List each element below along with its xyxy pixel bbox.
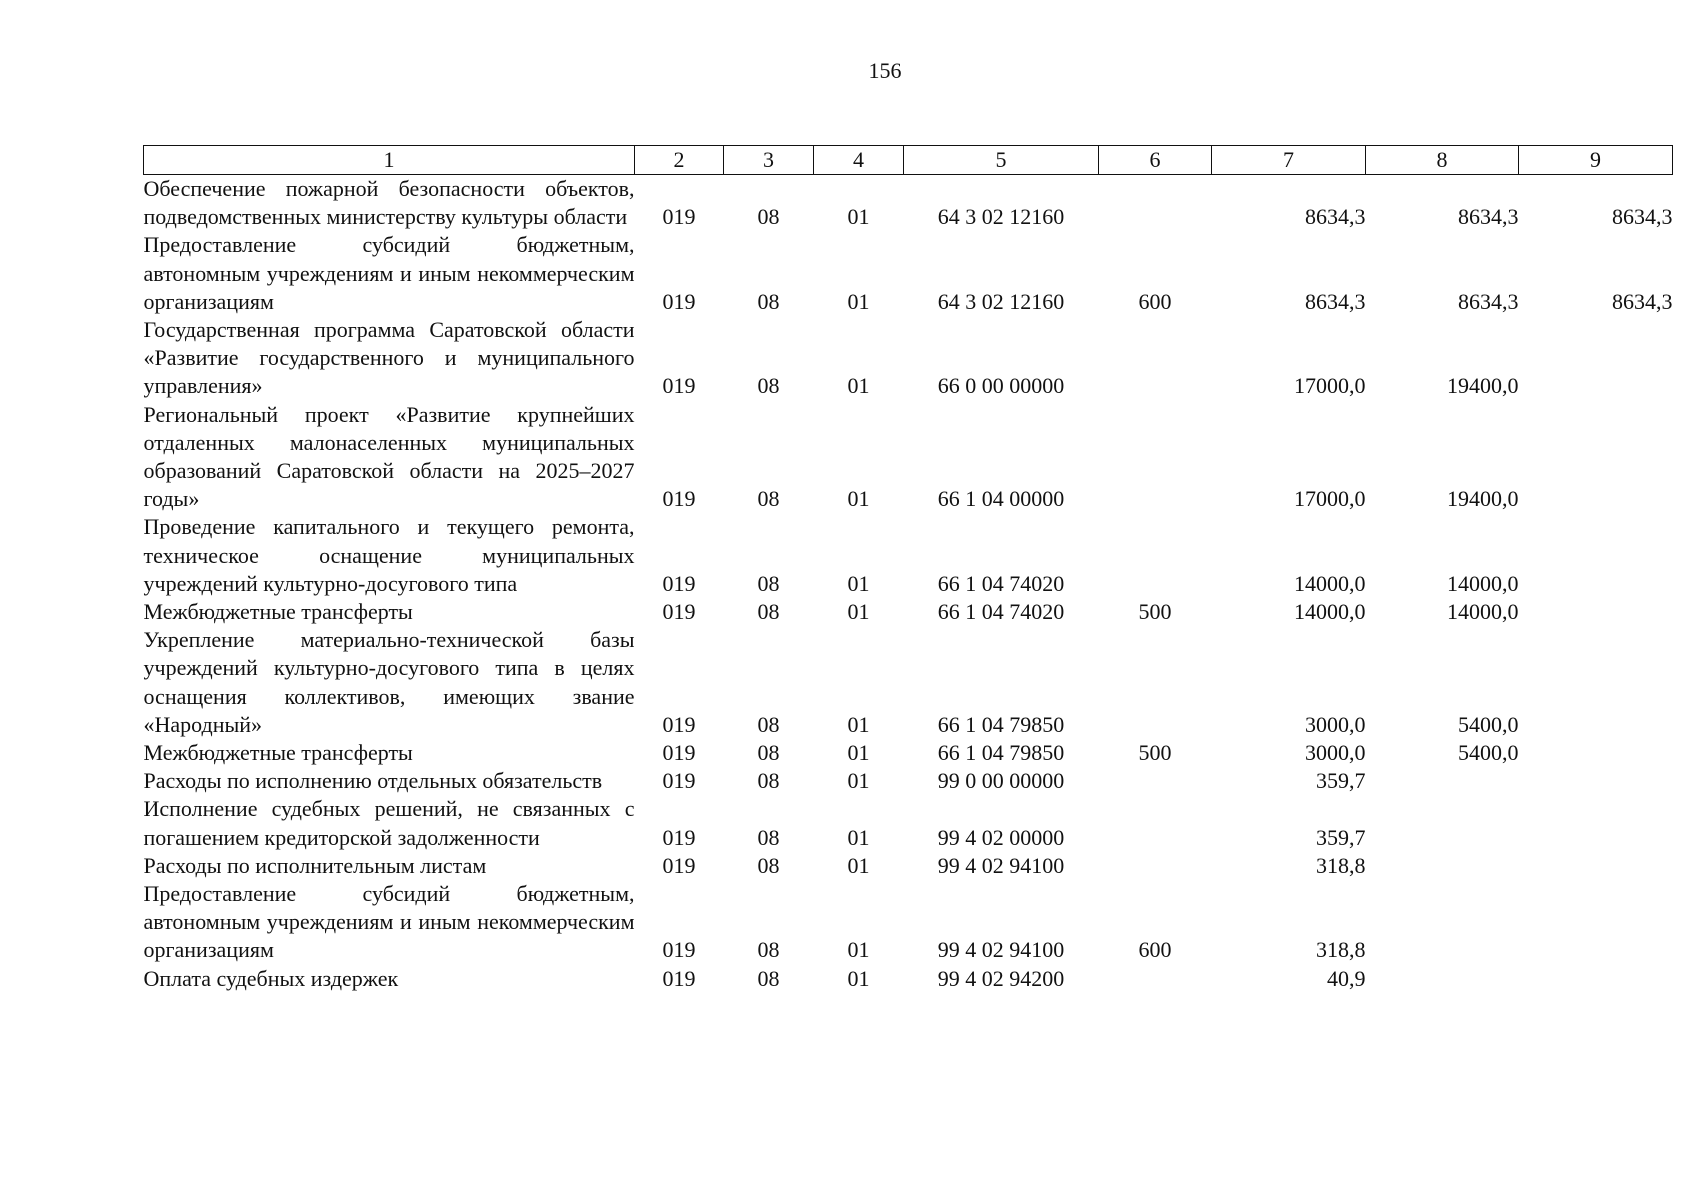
section-code: 08: [757, 740, 780, 766]
table-row: [144, 598, 1673, 626]
amount-col-9: 8634,3: [1612, 204, 1673, 230]
subsection-code: 01: [847, 711, 870, 737]
expense-type: [1099, 175, 1212, 232]
ministry-code: 019: [662, 599, 696, 625]
subsection-code: 01: [847, 824, 870, 850]
ministry-code: 019: [662, 204, 696, 230]
expense-type: [1099, 852, 1212, 880]
table-row: [144, 880, 1673, 965]
amount-col-8: 14000,0: [1447, 599, 1519, 625]
amount-col-9: [1519, 513, 1673, 598]
amount-col-8: 19400,0: [1447, 486, 1519, 512]
amount-col-7: 359,7: [1316, 824, 1366, 850]
amount-col-7: 8634,3: [1305, 288, 1366, 314]
section-code: 08: [757, 768, 780, 794]
expense-type: [1099, 316, 1212, 401]
amount-col-8: 8634,3: [1458, 204, 1519, 230]
ministry-code: 019: [662, 937, 696, 963]
column-header: 6: [1099, 146, 1212, 175]
column-header: 7: [1212, 146, 1366, 175]
section-code: 08: [757, 599, 780, 625]
target-article: 99 4 02 00000: [937, 824, 1065, 850]
section-code: 08: [757, 965, 780, 991]
amount-col-7: 359,7: [1316, 768, 1366, 794]
expense-type: [1099, 767, 1212, 795]
target-article: 66 1 04 00000: [937, 486, 1065, 512]
row-name: Исполнение судебных решений, не связанных с погашением кредиторской задолженности: [143, 796, 635, 850]
table-row: [144, 852, 1673, 880]
expense-type: [1099, 513, 1212, 598]
target-article: 66 1 04 74020: [937, 599, 1065, 625]
table-row: [144, 626, 1673, 739]
amount-col-8: 14000,0: [1447, 570, 1519, 596]
subsection-code: 01: [847, 373, 870, 399]
amount-col-8: [1366, 852, 1519, 880]
amount-col-8: 5400,0: [1458, 740, 1519, 766]
expense-type: 500: [1138, 740, 1172, 766]
table-row: [144, 965, 1673, 993]
amount-col-8: 19400,0: [1447, 373, 1519, 399]
amount-col-7: 17000,0: [1294, 373, 1366, 399]
ministry-code: 019: [662, 965, 696, 991]
column-header: 5: [904, 146, 1099, 175]
table-row: [144, 316, 1673, 401]
amount-col-7: 8634,3: [1305, 204, 1366, 230]
row-name: Расходы по исполнительным листам: [143, 852, 487, 878]
target-article: 99 4 02 94100: [937, 937, 1065, 963]
amount-col-8: 5400,0: [1458, 711, 1519, 737]
column-number-row: [144, 146, 1673, 175]
amount-col-8: [1366, 795, 1519, 851]
amount-col-7: 318,8: [1316, 852, 1366, 878]
expense-type: [1099, 626, 1212, 739]
ministry-code: 019: [662, 486, 696, 512]
section-code: 08: [757, 204, 780, 230]
target-article: 66 0 00 00000: [937, 373, 1065, 399]
column-header: 9: [1519, 146, 1673, 175]
row-name: Межбюджетные трансферты: [143, 740, 413, 766]
amount-col-8: [1366, 965, 1519, 993]
row-name: Предоставление субсидий бюджетным, автономным учреждениям и иным некоммерческим организациям: [143, 881, 635, 963]
row-name: Обеспечение пожарной безопасности объектов, подведомственных министерству культуры области: [143, 176, 635, 230]
amount-col-8: [1366, 767, 1519, 795]
ministry-code: 019: [662, 852, 696, 878]
target-article: 66 1 04 79850: [937, 711, 1065, 737]
ministry-code: 019: [662, 288, 696, 314]
row-name: Оплата судебных издержек: [143, 965, 399, 991]
amount-col-9: 8634,3: [1612, 288, 1673, 314]
ministry-code: 019: [662, 373, 696, 399]
subsection-code: 01: [847, 937, 870, 963]
expense-type: 500: [1138, 599, 1172, 625]
subsection-code: 01: [847, 852, 870, 878]
amount-col-8: [1366, 880, 1519, 965]
column-header: 4: [814, 146, 904, 175]
expense-type: [1099, 401, 1212, 514]
row-name: Государственная программа Саратовской области «Развитие государственного и муниципального управления»: [143, 317, 635, 399]
row-name: Предоставление субсидий бюджетным, автономным учреждениям и иным некоммерческим организациям: [143, 232, 635, 314]
subsection-code: 01: [847, 288, 870, 314]
section-code: 08: [757, 486, 780, 512]
ministry-code: 019: [662, 711, 696, 737]
section-code: 08: [757, 570, 780, 596]
section-code: 08: [757, 824, 780, 850]
section-code: 08: [757, 711, 780, 737]
row-name: Межбюджетные трансферты: [143, 599, 413, 625]
amount-col-8: 8634,3: [1458, 288, 1519, 314]
expense-type: [1099, 965, 1212, 993]
budget-table: [143, 145, 1673, 993]
amount-col-9: [1519, 852, 1673, 880]
amount-col-9: [1519, 880, 1673, 965]
ministry-code: 019: [662, 768, 696, 794]
expense-type: 600: [1138, 937, 1172, 963]
page-number: 156: [868, 58, 902, 83]
row-name: Региональный проект «Развитие крупнейших отдаленных малонаселенных муниципальных образований Саратовской области на 2025–2027 годы»: [143, 401, 635, 512]
table-row: [144, 767, 1673, 795]
amount-col-7: 3000,0: [1305, 740, 1366, 766]
table-row: [144, 513, 1673, 598]
expense-type: 600: [1138, 288, 1172, 314]
target-article: 64 3 02 12160: [937, 288, 1065, 314]
ministry-code: 019: [662, 824, 696, 850]
table-row: [144, 175, 1673, 232]
table-row: [144, 231, 1673, 316]
amount-col-7: 14000,0: [1294, 599, 1366, 625]
amount-col-9: [1519, 598, 1673, 626]
ministry-code: 019: [662, 570, 696, 596]
section-code: 08: [757, 288, 780, 314]
subsection-code: 01: [847, 570, 870, 596]
ministry-code: 019: [662, 740, 696, 766]
subsection-code: 01: [847, 486, 870, 512]
row-name: Проведение капитального и текущего ремонта, техническое оснащение муниципальных учреждений культурно-досугового типа: [143, 514, 635, 596]
row-name: Расходы по исполнению отдельных обязательств: [143, 768, 603, 794]
subsection-code: 01: [847, 965, 870, 991]
table-row: [144, 795, 1673, 851]
subsection-code: 01: [847, 768, 870, 794]
column-header: 2: [635, 146, 724, 175]
amount-col-9: [1519, 965, 1673, 993]
amount-col-9: [1519, 316, 1673, 401]
table-row: [144, 401, 1673, 514]
target-article: 66 1 04 79850: [937, 740, 1065, 766]
subsection-code: 01: [847, 599, 870, 625]
target-article: 99 4 02 94200: [937, 965, 1065, 991]
amount-col-7: 318,8: [1316, 937, 1366, 963]
amount-col-7: 40,9: [1327, 965, 1366, 991]
subsection-code: 01: [847, 204, 870, 230]
amount-col-7: 17000,0: [1294, 486, 1366, 512]
section-code: 08: [757, 373, 780, 399]
expense-type: [1099, 795, 1212, 851]
row-name: Укрепление материально-технической базы учреждений культурно-досугового типа в целях оснащения коллективов, имеющих звание «Народный»: [143, 627, 635, 737]
target-article: 99 4 02 94100: [937, 852, 1065, 878]
target-article: 99 0 00 00000: [937, 768, 1065, 794]
amount-col-9: [1519, 401, 1673, 514]
section-code: 08: [757, 852, 780, 878]
target-article: 64 3 02 12160: [937, 204, 1065, 230]
table-row: [144, 739, 1673, 767]
amount-col-9: [1519, 795, 1673, 851]
column-header: 1: [144, 146, 635, 175]
column-header: 8: [1366, 146, 1519, 175]
amount-col-9: [1519, 767, 1673, 795]
subsection-code: 01: [847, 740, 870, 766]
amount-col-7: 14000,0: [1294, 570, 1366, 596]
section-code: 08: [757, 937, 780, 963]
column-header: 3: [724, 146, 814, 175]
amount-col-9: [1519, 626, 1673, 739]
target-article: 66 1 04 74020: [937, 570, 1065, 596]
amount-col-7: 3000,0: [1305, 711, 1366, 737]
amount-col-9: [1519, 739, 1673, 767]
table-body: [144, 175, 1673, 993]
